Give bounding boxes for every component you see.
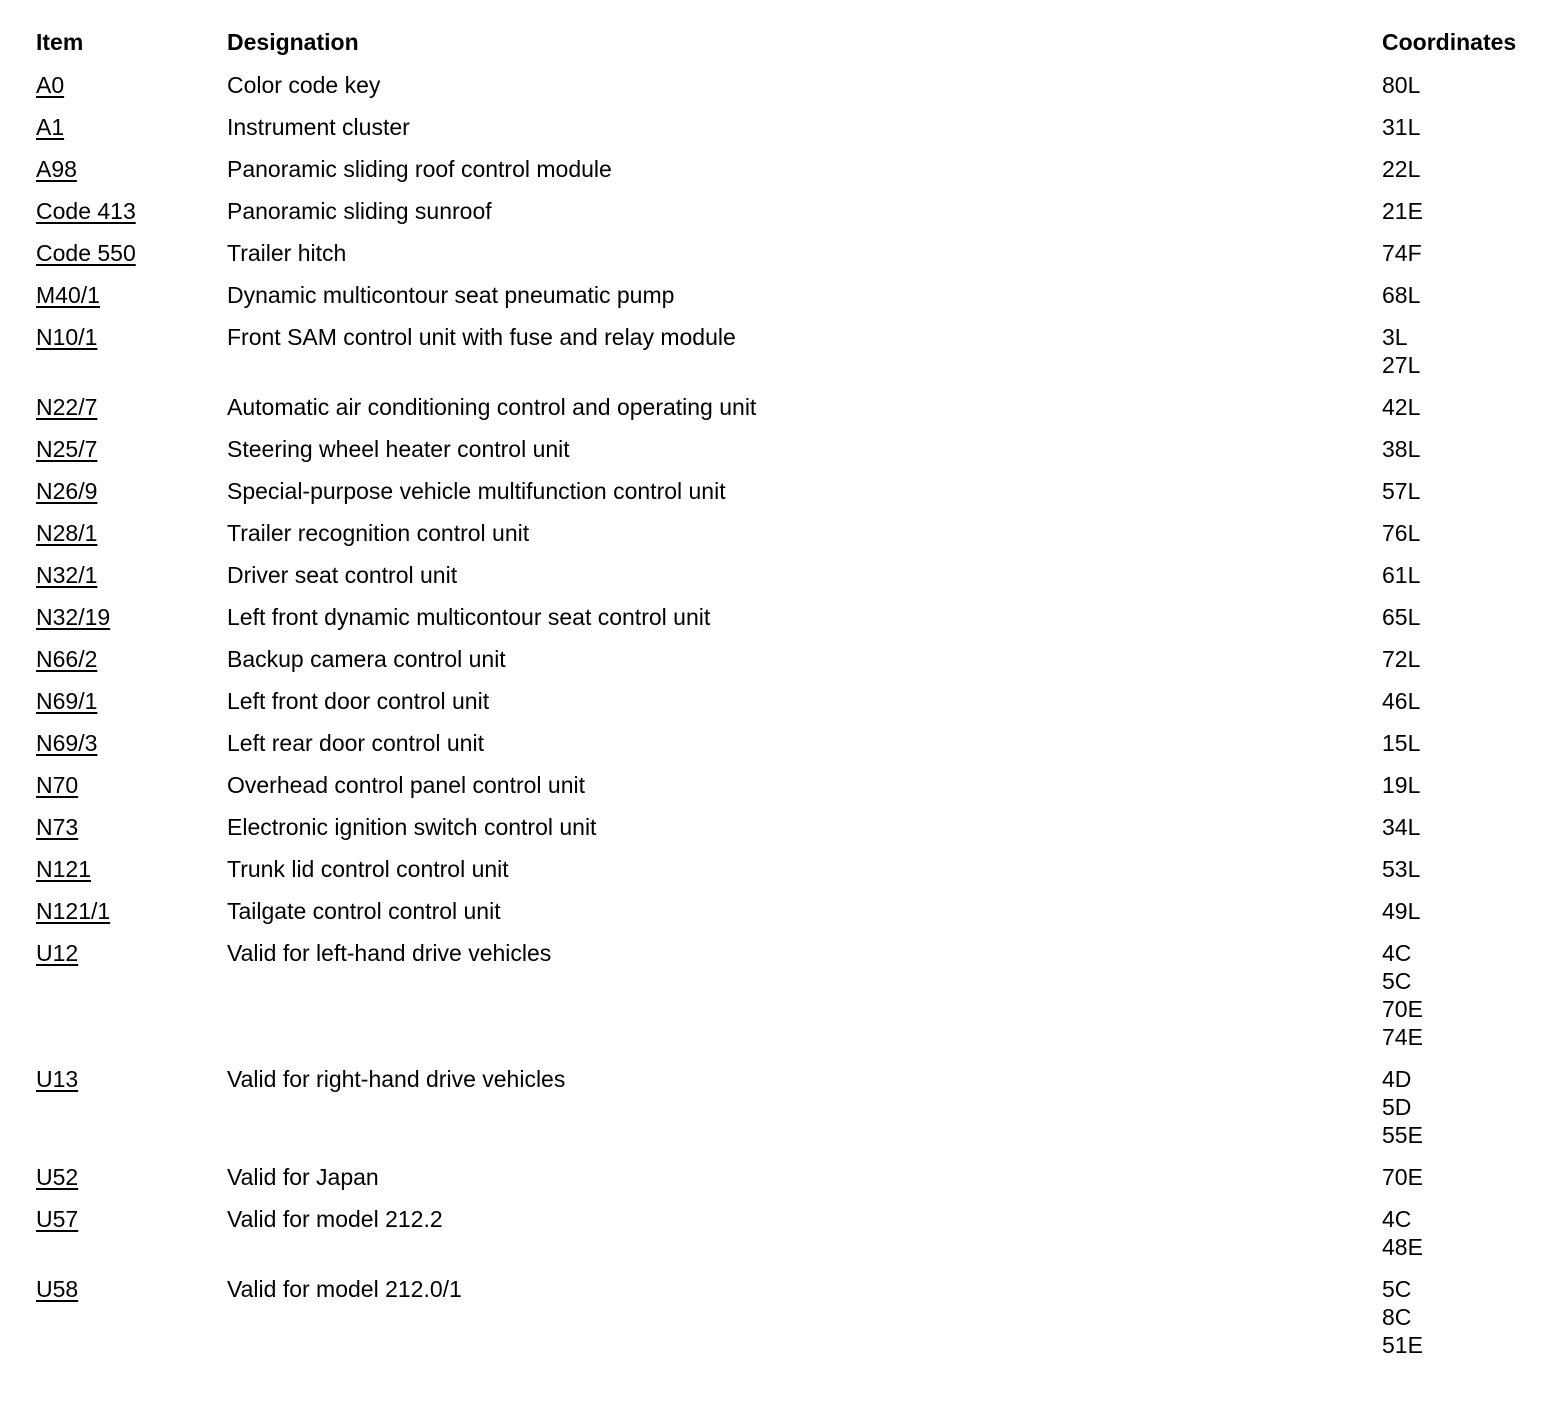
item-cell [28, 852, 219, 894]
table-row [28, 726, 1548, 768]
coordinates-cell [1374, 558, 1548, 600]
designation-cell: Trailer hitch [227, 240, 347, 266]
designation-cell: Valid for right-hand drive vehicles [227, 1066, 566, 1092]
item-cell [28, 768, 219, 810]
designation-cell: Left rear door control unit [227, 730, 484, 756]
designation-cell: Valid for model 212.2 [227, 1206, 443, 1232]
table-row [28, 320, 1548, 390]
designation-cell: Left front door control unit [227, 688, 490, 714]
coordinate-value: 74F [1382, 240, 1422, 266]
item-cell [28, 558, 219, 600]
coordinates-cell [1374, 278, 1548, 320]
coordinate-value: 5C [1382, 1276, 1412, 1302]
coordinate-value: 22L [1382, 156, 1421, 182]
coordinates-cell [1374, 516, 1548, 558]
table-row [28, 642, 1548, 684]
coordinate-value: 4C [1382, 1206, 1412, 1232]
designation-cell: Valid for Japan [227, 1164, 379, 1190]
item-cell [28, 600, 219, 642]
designation-cell: Backup camera control unit [227, 646, 506, 672]
designation-cell: Instrument cluster [227, 114, 410, 140]
item-cell [28, 1202, 219, 1272]
item-cell [28, 936, 219, 1062]
table-row [28, 852, 1548, 894]
coordinate-value: 27L [1382, 352, 1421, 378]
table-row [28, 1062, 1548, 1160]
coordinate-value: 15L [1382, 730, 1421, 756]
coordinate-value: 70E [1382, 1164, 1423, 1190]
coordinates-cell [1374, 894, 1548, 936]
designation-cell: Trailer recognition control unit [227, 520, 530, 546]
coordinates-cell [1374, 1202, 1548, 1272]
legend-body [28, 68, 1548, 1370]
item-link[interactable]: N26/9 [36, 478, 98, 504]
designation-cell: Front SAM control unit with fuse and relay module [227, 324, 736, 350]
item-link[interactable]: U13 [36, 1066, 79, 1092]
legend-table [28, 24, 1548, 1370]
item-link[interactable]: N32/19 [36, 604, 111, 630]
item-cell [28, 432, 219, 474]
item-cell [28, 236, 219, 278]
table-row [28, 110, 1548, 152]
coordinates-cell [1374, 474, 1548, 516]
item-link[interactable]: N121/1 [36, 898, 111, 924]
item-link[interactable]: U58 [36, 1276, 79, 1302]
coordinates-cell [1374, 726, 1548, 768]
table-row [28, 278, 1548, 320]
coordinate-value: 80L [1382, 72, 1421, 98]
legend-header [28, 24, 1548, 68]
coordinate-value: 3L [1382, 324, 1408, 350]
coordinates-cell [1374, 68, 1548, 110]
table-row [28, 152, 1548, 194]
coordinate-value: 57L [1382, 478, 1421, 504]
coordinate-value: 31L [1382, 114, 1421, 140]
coordinate-value: 34L [1382, 814, 1421, 840]
item-cell [28, 1160, 219, 1202]
item-cell [28, 726, 219, 768]
coordinate-value: 53L [1382, 856, 1421, 882]
coordinates-cell [1374, 1272, 1548, 1370]
coordinate-value: 55E [1382, 1122, 1423, 1148]
coordinate-value: 5C [1382, 968, 1412, 994]
item-link[interactable]: Code 550 [36, 240, 136, 266]
item-cell [28, 194, 219, 236]
table-row [28, 68, 1548, 110]
coordinates-cell [1374, 110, 1548, 152]
item-link[interactable]: M40/1 [36, 282, 100, 308]
designation-cell: Automatic air conditioning control and operating unit [227, 394, 757, 420]
item-cell [28, 684, 219, 726]
item-cell [28, 516, 219, 558]
coordinate-value: 8C [1382, 1304, 1412, 1330]
item-link[interactable]: N28/1 [36, 520, 98, 546]
item-cell [28, 320, 219, 390]
coordinate-value: 51E [1382, 1332, 1423, 1358]
coordinates-cell [1374, 390, 1548, 432]
designation-cell: Special-purpose vehicle multifunction control unit [227, 478, 726, 504]
item-cell [28, 810, 219, 852]
designation-cell: Valid for model 212.0/1 [227, 1276, 462, 1302]
designation-cell: Color code key [227, 72, 381, 98]
item-cell [28, 390, 219, 432]
designation-cell: Valid for left-hand drive vehicles [227, 940, 552, 966]
table-row [28, 236, 1548, 278]
header-designation: Designation [227, 29, 359, 55]
designation-cell: Overhead control panel control unit [227, 772, 585, 798]
table-row [28, 936, 1548, 1062]
item-link[interactable]: Code 413 [36, 198, 136, 224]
coordinate-value: 61L [1382, 562, 1421, 588]
item-cell [28, 110, 219, 152]
item-link[interactable]: A98 [36, 156, 77, 182]
coordinates-cell [1374, 320, 1548, 390]
coordinate-value: 4C [1382, 940, 1412, 966]
coordinates-cell [1374, 152, 1548, 194]
item-link[interactable]: N22/7 [36, 394, 98, 420]
coordinate-value: 38L [1382, 436, 1421, 462]
coordinate-value: 19L [1382, 772, 1421, 798]
table-row [28, 684, 1548, 726]
item-cell [28, 152, 219, 194]
item-cell [28, 474, 219, 516]
table-row [28, 810, 1548, 852]
coordinates-cell [1374, 432, 1548, 474]
table-row [28, 474, 1548, 516]
designation-cell: Panoramic sliding roof control module [227, 156, 612, 182]
designation-cell: Electronic ignition switch control unit [227, 814, 597, 840]
designation-cell: Steering wheel heater control unit [227, 436, 570, 462]
table-row [28, 194, 1548, 236]
table-row [28, 390, 1548, 432]
coordinates-cell [1374, 1062, 1548, 1160]
item-link[interactable]: N66/2 [36, 646, 98, 672]
designation-cell: Trunk lid control control unit [227, 856, 509, 882]
coordinates-cell [1374, 236, 1548, 278]
designation-cell: Tailgate control control unit [227, 898, 501, 924]
coordinates-cell [1374, 194, 1548, 236]
table-row [28, 894, 1548, 936]
item-link[interactable]: N121 [36, 856, 91, 882]
item-link[interactable]: U12 [36, 940, 79, 966]
item-link[interactable]: N69/3 [36, 730, 98, 756]
coordinate-value: 76L [1382, 520, 1421, 546]
coordinates-cell [1374, 810, 1548, 852]
coordinate-value: 65L [1382, 604, 1421, 630]
table-row [28, 558, 1548, 600]
item-link[interactable]: N10/1 [36, 324, 98, 350]
item-cell [28, 642, 219, 684]
coordinate-value: 4D [1382, 1066, 1412, 1092]
item-cell [28, 1272, 219, 1370]
table-row [28, 432, 1548, 474]
coordinate-value: 74E [1382, 1024, 1423, 1050]
coordinates-cell [1374, 852, 1548, 894]
item-link[interactable]: A1 [36, 114, 65, 140]
item-cell [28, 278, 219, 320]
item-link[interactable]: A0 [36, 72, 65, 98]
designation-cell: Driver seat control unit [227, 562, 458, 588]
coordinate-value: 72L [1382, 646, 1421, 672]
coordinate-value: 5D [1382, 1094, 1412, 1120]
coordinate-value: 49L [1382, 898, 1421, 924]
item-link[interactable]: N32/1 [36, 562, 98, 588]
coordinates-cell [1374, 768, 1548, 810]
table-row [28, 768, 1548, 810]
table-row [28, 1202, 1548, 1272]
designation-cell: Panoramic sliding sunroof [227, 198, 492, 224]
item-link[interactable]: N69/1 [36, 688, 98, 714]
coordinates-cell [1374, 936, 1548, 1062]
coordinate-value: 68L [1382, 282, 1421, 308]
coordinate-value: 48E [1382, 1234, 1423, 1260]
coordinate-value: 70E [1382, 996, 1423, 1022]
item-link[interactable]: N25/7 [36, 436, 98, 462]
table-row [28, 1160, 1548, 1202]
header-item: Item [36, 29, 84, 55]
coordinates-cell [1374, 600, 1548, 642]
header-coordinates: Coordinates [1382, 29, 1517, 55]
item-link[interactable]: U52 [36, 1164, 79, 1190]
item-link[interactable]: U57 [36, 1206, 79, 1232]
coordinate-value: 21E [1382, 198, 1423, 224]
table-row [28, 1272, 1548, 1370]
item-link[interactable]: N73 [36, 814, 79, 840]
designation-cell: Dynamic multicontour seat pneumatic pump [227, 282, 675, 308]
table-row [28, 516, 1548, 558]
designation-cell: Left front dynamic multicontour seat control unit [227, 604, 711, 630]
coordinate-value: 42L [1382, 394, 1421, 420]
table-row [28, 600, 1548, 642]
item-cell [28, 68, 219, 110]
item-cell [28, 1062, 219, 1160]
coordinates-cell [1374, 684, 1548, 726]
coordinate-value: 46L [1382, 688, 1421, 714]
coordinates-cell [1374, 642, 1548, 684]
coordinates-cell [1374, 1160, 1548, 1202]
item-link[interactable]: N70 [36, 772, 79, 798]
item-cell [28, 894, 219, 936]
header-row [28, 24, 1548, 68]
